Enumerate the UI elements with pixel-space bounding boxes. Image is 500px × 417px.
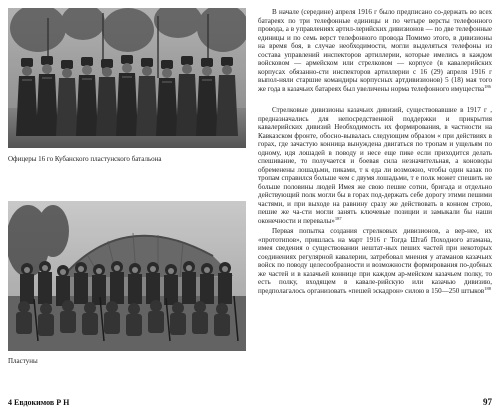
page-number: 97 (483, 397, 492, 407)
footer-author: 4 Евдокимов Р Н (8, 398, 70, 407)
footnote-ref-188: 188 (484, 285, 491, 291)
officers-group-photo-art (8, 8, 246, 148)
paragraph-1-emphasis: телефонного имущества (410, 84, 485, 93)
photos-column (8, 8, 248, 351)
paragraph-3-text: Первая попытка создания стрелковых дивизионов, а вер-нее, их «прототипов», пришлась на март 1916 г Тогда Штаб Походного атамана, имея сведения о существовании нештат-ных пеших частей при некоторых соединениях регулярной кавалерии, затребовал мнения у атаманов казачьих войск по поводу целесообразности и возможности формирования по-добных же частей и в казачьей коннице при каждом ар-мейском казачьем полку, то есть полку, входящем в кавале-рийскую или казачью дивизию, предполагалось организовать «пешей эскадрон» силою в 150—250 штыков (258, 227, 492, 295)
paragraph-1-text: В начале (середине) апреля 1916 г было предписано со-держать во всех батареях по три телефонные единицы и по четыре версты телефонного провода, а в управлениях артил-лерийских дивизионов — по две телефонные единицы и по семь верст телефонного провода Помимо этого, в дивизионы на время боя, в случае необходимости, могли выделяться телефоны из состава управлений инспекторов артиллерии, которые имелись в каждом войсковом — армейском или стрелковом — корпусе (в кавалерийских корпусах обязанно-сти инспекторов артиллерии с 16 (29) апреля 1916 г выпол-няли старшие командиры корпусных артдивизионов) 5 (18) мая того же года в казачьих батареях был увеличены норма (258, 8, 492, 93)
plastuny-group-photo-art (8, 201, 246, 351)
footnote-ref-187: 187 (334, 215, 342, 221)
photo-caption-officers: Офицеры 16 го Кубанского пластунского батальона (8, 155, 162, 163)
paragraph-2-text: Стрелковые дивизионы казачьих дивизий, существовавшие в 1917 г , предназначались для непосредственной поддержки и прикрытия кавалерийских дивизий Необходимость их формирования, в частности на Кавказском фронте, обосно-вывалась следующим образом « при действиях в горах, где зачастую конница вынуждена двигаться по тропам и ущельям по одному, идя лошадей в поводу и несе еще пике если приходится делать спешивание, то получается и боевая сила незначительная, а коноводы обременены лошадьми, пиками, т к еда ли возможно, чтобы один казак по тропам справился больше чем с двумя лошадьми, т е полк может спешить не больше половины людей Имея же свою пешие сотни, бригада и отдельно действующий полк могли бы в горах под-держать себе дорогу этими пешими частями, и при выходе на равнину сразу же действовать в конном строю, пешие же ча-сти могли занять ключевые позиции и замыкали бы наши оконечности и перевалы» (258, 106, 492, 225)
officers-group-photo (8, 8, 246, 148)
photo-caption-plastuny: Пластуны (8, 357, 38, 365)
paragraph-1 (258, 8, 492, 93)
paragraph-3 (258, 227, 492, 295)
body-text-column (258, 8, 492, 295)
paragraph-2 (258, 106, 492, 225)
footnote-ref-186: 186 (484, 83, 491, 89)
plastuny-group-photo (8, 201, 246, 351)
